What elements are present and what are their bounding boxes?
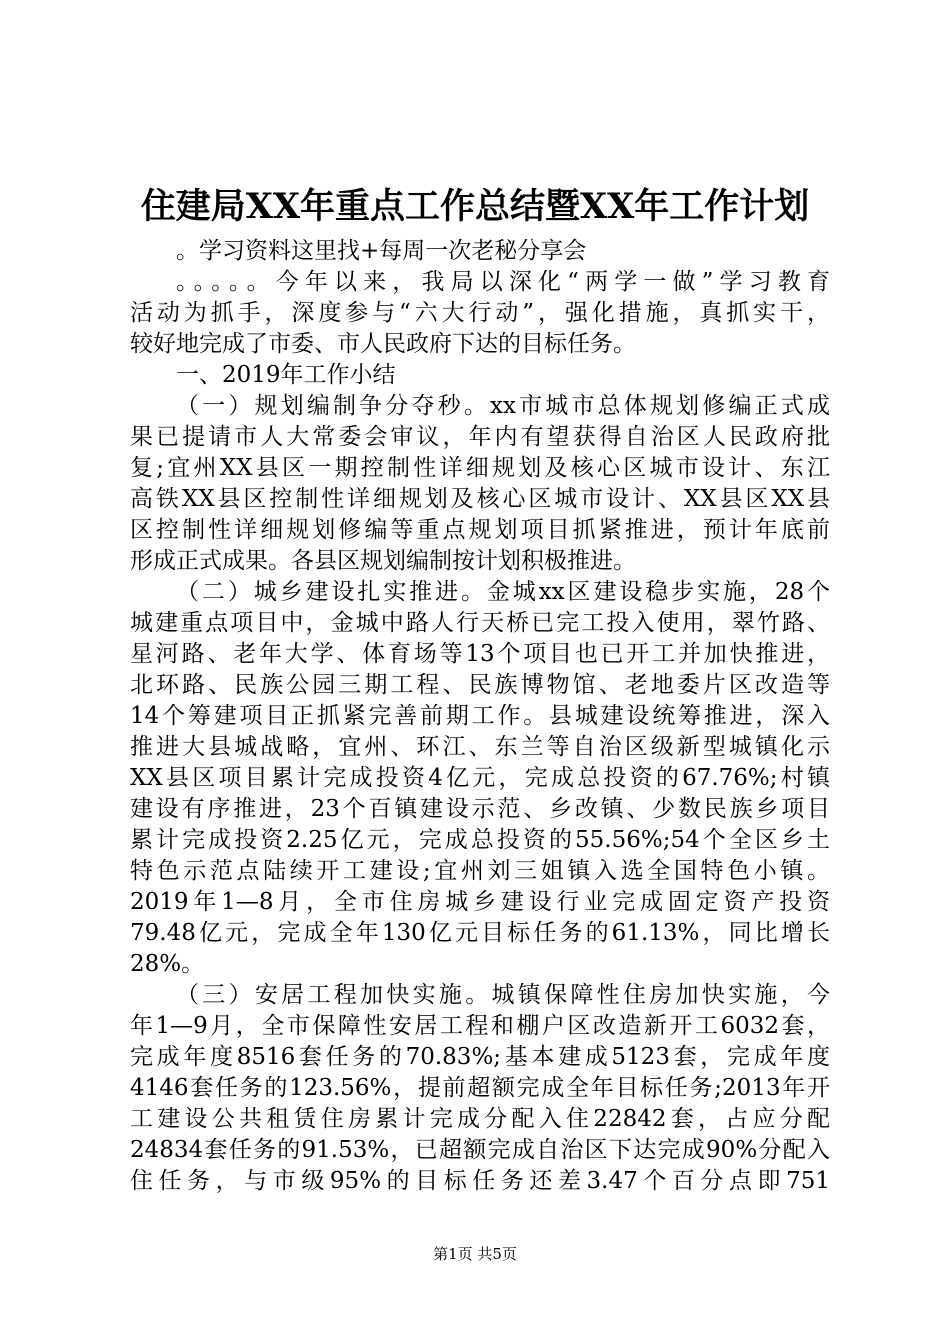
document-body xyxy=(130,236,830,1197)
body-line: （三）安居工程加快实施。城镇保障性住房加快实施，今 xyxy=(176,982,830,1008)
body-line: 24834套任务的91.53%，已超额完成自治区下达完成90%分配入 xyxy=(130,1137,830,1163)
body-line: 累计完成投资2.25亿元，完成总投资的55.56%;54个全区乡土 xyxy=(130,827,830,853)
body-line: 星河路、老年大学、体育场等13个项目也已开工并加快推进， xyxy=(130,641,830,667)
body-line: 28%。 xyxy=(130,951,205,977)
body-line: 住任务，与市级95%的目标任务还差3.47个百分点即751 xyxy=(130,1168,830,1194)
body-line: 果已提请市人大常委会审议，年内有望获得自治区人民政府批 xyxy=(130,424,830,450)
body-line: 2019年1—8月，全市住房城乡建设行业完成固定资产投资 xyxy=(130,889,830,915)
body-line: 活动为抓手，深度参与“六大行动”，强化措施，真抓实干， xyxy=(130,300,830,326)
body-line: 。学习资料这里找+每周一次老秘分享会 xyxy=(176,238,587,264)
body-line: 特色示范点陆续开工建设;宜州刘三姐镇入选全国特色小镇。 xyxy=(130,858,830,884)
body-line: 79.48亿元，完成全年130亿元目标任务的61.13%，同比增长 xyxy=(130,920,830,946)
body-line: 推进大县城战略，宜州、环江、东兰等自治区级新型城镇化示 xyxy=(130,734,830,760)
body-line: XX县区项目累计完成投资4亿元，完成总投资的67.76%;村镇 xyxy=(130,765,830,791)
body-line: （二）城乡建设扎实推进。金城xx区建设稳步实施，28个 xyxy=(176,579,830,605)
document-title: 住建局XX年重点工作总结暨XX年工作计划 xyxy=(140,186,810,227)
body-line: 一、2019年工作小结 xyxy=(176,362,396,388)
body-line: 完成年度8516套任务的70.83%;基本建成5123套，完成年度 xyxy=(130,1044,830,1070)
body-line: 复;宜州XX县区一期控制性详细规划及核心区城市设计、东江 xyxy=(130,455,830,481)
body-line: 。。。。。今年以来，我局以深化“两学一做”学习教育 xyxy=(176,269,830,295)
body-line: 较好地完成了市委、市人民政府下达的目标任务。 xyxy=(130,331,636,357)
body-line: 建设有序推进，23个百镇建设示范、乡改镇、少数民族乡项目 xyxy=(130,796,830,822)
body-line: 工建设公共租赁住房累计完成分配入住22842套，占应分配 xyxy=(130,1106,830,1132)
page-footer: 第1页 共5页 xyxy=(433,1245,517,1263)
body-line: 14个筹建项目正抓紧完善前期工作。县城建设统筹推进，深入 xyxy=(130,703,830,729)
body-line: 城建重点项目中，金城中路人行天桥已完工投入使用，翠竹路、 xyxy=(130,610,830,636)
body-line: 北环路、民族公园三期工程、民族博物馆、老地委片区改造等 xyxy=(130,672,830,698)
body-line: 区控制性详细规划修编等重点规划项目抓紧推进，预计年底前 xyxy=(130,517,830,543)
body-line: 年1—9月，全市保障性安居工程和棚户区改造新开工6032套， xyxy=(130,1013,830,1039)
body-line: 高铁XX县区控制性详细规划及核心区城市设计、XX县区XX县 xyxy=(130,486,830,512)
body-line: 形成正式成果。各县区规划编制按计划积极推进。 xyxy=(130,548,636,574)
body-line: 4146套任务的123.56%，提前超额完成全年目标任务;2013年开 xyxy=(130,1075,830,1101)
body-line: （一）规划编制争分夺秒。xx市城市总体规划修编正式成 xyxy=(176,393,830,419)
